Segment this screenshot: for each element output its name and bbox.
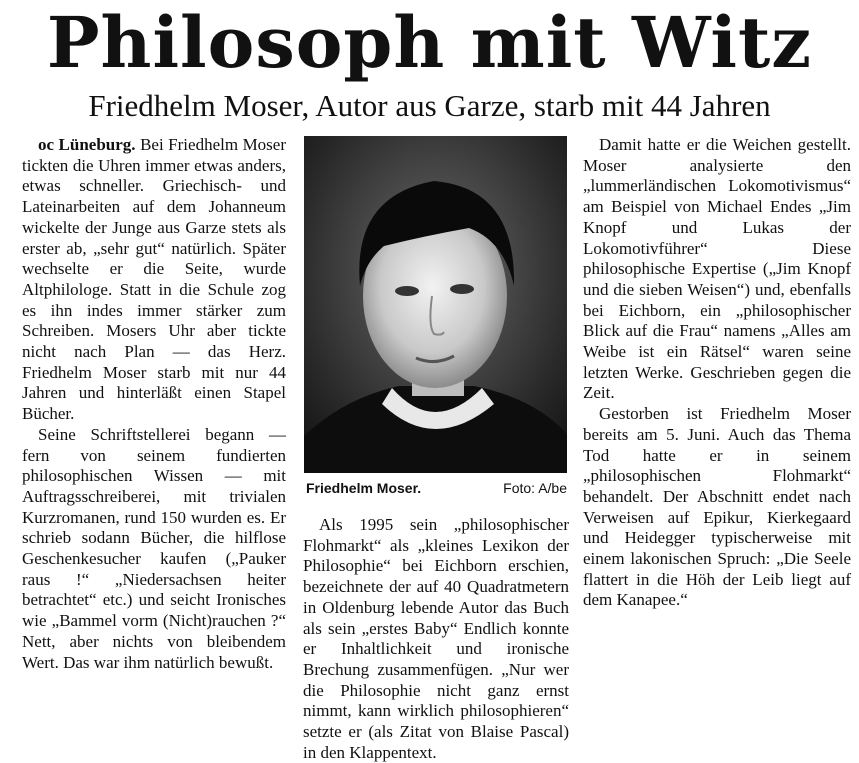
photo-caption: [304, 478, 567, 498]
lead-text: Bei Friedhelm Moser tickten die Uhren immer etwas anders, etwas schneller. Griechisch- und Lateinarbeiten auf dem Johanneum wickelte der Junge aus Garze stets als erster ab, „sehr gut“ natürlich. Später wechselte er die Seite, wurde Altphilologe. Statt in die Schule zog es ihn indes immer stärker zum Schreiben. Mosers Uhr aber tickte nicht nach Plan — das Herz. Friedhelm Moser starb mit nur 44 Jahren und hinterläßt einen Stapel Bücher.: [22, 135, 287, 424]
paragraph-5: Gestorben ist Friedhelm Moser bereits am 5. Juni. Auch das Thema Tod hatte er in seinem „philosophischen Flohmarkt“ behandelt. Der Abschnitt endet nach Verweisen auf Epikur, Kierkegaard und Heidegger typischerweise mit einem lakonischen Spruch: „Die Seele flattert in die Höh der Leib liegt auf dem Kanapee.“: [583, 404, 851, 610]
dateline: oc Lüneburg.: [38, 135, 136, 154]
paragraph-4: Damit hatte er die Weichen gestellt. Moser analysierte den „lummerländischen Lokomotivismus“ am Beispiel von Michael Endes „Jim Knopf und Lukas der Lokomotivführer“ Diese philosophische Expertise („Jim Knopf und die sieben Weisen“) und, ebenfalls bei Eichborn, ein „philosophischer Blick auf die Frau“ namens „Alles am Weibe ist ein Rätsel“ waren seine letzten Werke. Geschrieben gegen die Zeit.: [583, 135, 851, 403]
caption-credit: Foto: A/be: [503, 480, 567, 496]
lead-paragraph: [22, 135, 286, 425]
caption-name: Friedhelm Moser.: [306, 480, 422, 496]
paragraph-3: Als 1995 sein „philosophischer Flohmarkt“ als „kleines Lexikon der Philosophie“ bei Eichborn erschien, bezeichnete der auf 40 Quadratmetern in Oldenburg lebende Autor das Buch als sein „erstes Baby“ Endlich konnte er Inhaltlichkeit und ironische Brechung zusammenfügen. „Nur wer die Philosophie nicht ganz ernst nimmt, kann wirklich philosophieren“ setzte er (als Zitat von Blaise Pascal) in den Klappentext.: [303, 515, 569, 762]
subheadline: Friedhelm Moser, Autor aus Garze, starb mit 44 Jahren: [88, 88, 771, 123]
article-column-1: [22, 135, 286, 673]
article-column-3: [583, 135, 851, 611]
portrait-image: [304, 136, 567, 473]
article-column-2: [303, 515, 569, 763]
paragraph-2: Seine Schriftstellerei begann — fern von seinem fundierten philosophischen Wissen — mit Auftragsschreiberei, mit trivialen Kurzromanen, rund 150 wurden es. Er schrieb sodann Bücher, die hilflose Geschenkesucher kaufen („Pauker raus !“ „Niedersachsen heiter betrachtet“ etc.) und seicht Ironisches wie „Bammel vorm (Nicht)rauchen ?“ Nett, aber nichts von bleibendem Wert. Das war ihm natürlich bewußt.: [22, 424, 286, 672]
portrait-photo: [304, 136, 567, 473]
headline: Philosoph mit Witz: [46, 1, 813, 84]
